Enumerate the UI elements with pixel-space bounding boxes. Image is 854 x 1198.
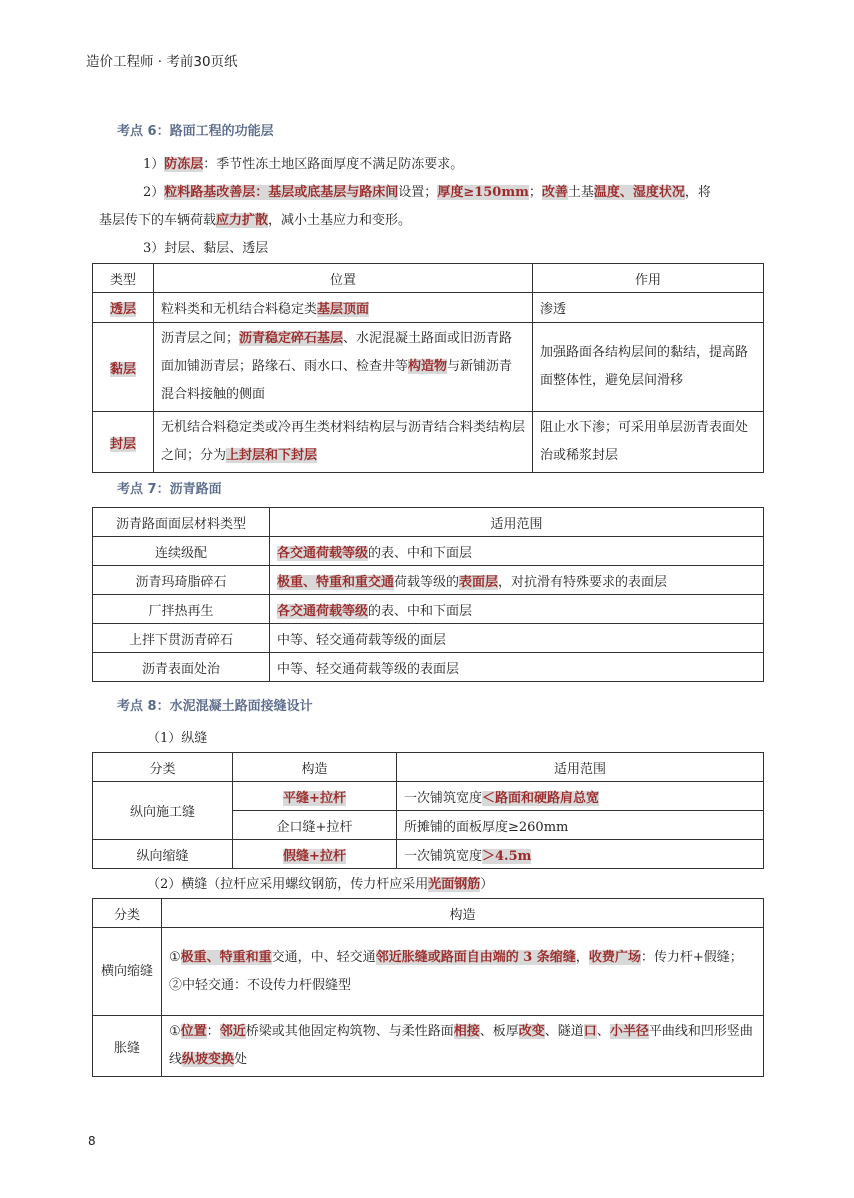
section-6-title: 考点 6：路面工程的功能层 [117,124,274,139]
text: 的表、中和下面层 [368,603,473,619]
category-cell: 纵向缩缝 [93,840,233,869]
highlight: 邻近胀缝或路面自由端的 3 条缩缝 [375,949,576,965]
text: 粒料类和无机结合料稳定类 [161,302,318,317]
col-header: 作用 [533,264,764,293]
text: ：传力杆+假缝； [640,949,743,965]
type-cell: 沥青表面处治 [93,653,270,682]
item-1-text: ：季节性冻土地区路面厚度不满足防冻要求。 [203,157,464,172]
col-header: 适用范围 [397,753,764,782]
highlight: 表面层 [459,574,499,590]
table-row [93,624,764,653]
text: ，将 [684,185,711,200]
text: ① [169,1024,181,1039]
item-2-prefix: 2） [143,185,165,200]
highlight: 粒料路基改善层：基层或底基层与路床间 [164,185,399,200]
highlight: 小半径 [609,1024,649,1039]
text: 平曲线和凹形竖曲线 [169,1024,753,1067]
highlight: 位置 [180,1024,207,1039]
construction-cell [162,1016,764,1077]
scope-cell [397,782,764,811]
highlight: ＞4.5m [482,848,532,864]
col-header: 适用范围 [270,508,764,537]
construction-cell [162,928,764,1016]
longitudinal-joint-table [92,752,764,869]
highlight: 各交通荷载等级 [277,603,369,619]
highlight: 黏层 [109,361,136,377]
subsection-transverse [147,871,493,899]
type-cell [93,323,154,412]
section-6-item-1 [143,151,463,179]
text: ，对抗滑有特殊要求的表面层 [498,574,668,590]
text: 设置； [398,185,438,200]
text: 桥梁或其他固定构筑物、与柔性路面 [245,1024,454,1039]
text: 的表、中和下面层 [368,545,473,561]
scope-cell: 所摊铺的面板厚度≥260mm [397,811,764,840]
table-row [93,595,764,624]
type-cell [93,293,154,323]
item-1-prefix: 1） [143,157,165,172]
scope-cell [397,840,764,869]
highlight: 防冻层 [164,157,204,172]
col-header: 分类 [93,899,162,928]
highlight: 上封层和下封层 [226,448,318,463]
type-cell [93,412,154,473]
text: ① [169,949,181,965]
category-cell: 横向缩缝 [93,928,162,1016]
text: 无机结合料稳定类或冷再生类材料结构层与沥青结合料类结构层之间；分为 [161,420,526,463]
highlight: 应力扩散 [216,213,269,228]
highlight: 基层顶面 [317,302,370,317]
highlight: 封层 [109,436,136,452]
text: 、板厚 [479,1024,519,1039]
highlight: 口 [583,1024,597,1039]
text: 交通，中、轻交通 [271,949,376,965]
text: 、隧道 [544,1024,584,1039]
col-header: 沥青路面面层材料类型 [93,508,270,537]
highlight: 各交通荷载等级 [277,545,369,561]
scope-cell [270,537,764,566]
type-cell: 厂拌热再生 [93,595,270,624]
text: （2）横缝（拉杆应采用螺纹钢筋，传力杆应采用 [147,877,429,892]
construction-cell: 企口缝+拉杆 [233,811,397,840]
position-cell [154,323,533,412]
highlight: 假缝+拉杆 [283,848,346,864]
type-cell: 连续级配 [93,537,270,566]
highlight: 收费广场 [588,949,641,965]
highlight: 透层 [109,302,136,317]
highlight: ＜路面和硬路肩总宽 [482,790,600,806]
text: 荷载等级的 [394,574,460,590]
text: ，减小土基应力和变形。 [268,213,412,228]
text: 处 [234,1052,248,1067]
highlight: 构造物 [408,359,448,374]
construction-cell [233,782,397,811]
text: ： [206,1024,220,1039]
section-6-item-3: 3）封层、黏层、透层 [143,241,269,256]
construction-cell [233,840,397,869]
text: ， [575,949,589,965]
section-6-item-2-line-1 [143,179,711,207]
highlight: 温度、湿度状况 [593,185,685,200]
subsection-longitudinal: （1）纵缝 [147,731,208,746]
page-number: 8 [88,1134,96,1148]
highlight: 沥青稳定碎石基层 [239,331,344,346]
highlight: 光面钢筋 [428,877,481,892]
highlight: 极重、特重和重 [180,949,272,965]
highlight: 邻近 [219,1024,246,1039]
effect-cell: 阻止水下渗；可采用单层沥青表面处治或稀浆封层 [533,412,764,473]
seal-layer-table [92,263,764,473]
line [169,944,756,972]
table-row [93,566,764,595]
section-8-title: 考点 8：水泥混凝土路面接缝设计 [117,699,313,714]
text: 、 [596,1024,610,1039]
col-header: 构造 [162,899,764,928]
highlight: 改变 [518,1024,545,1039]
text: 沥青层之间； [161,331,240,346]
text: 一次铺筑宽度 [404,790,483,806]
highlight: 纵坡变换 [182,1052,235,1067]
col-header: 位置 [154,264,533,293]
highlight: 厚度≥150mm [437,185,529,200]
table-row [93,653,764,682]
table-row [93,537,764,566]
effect-cell: 渗透 [533,293,764,323]
type-cell: 沥青玛琦脂碎石 [93,566,270,595]
text: 基层传下的车辆荷载 [99,213,217,228]
category-cell: 纵向施工缝 [93,782,233,840]
scope-cell [270,566,764,595]
transverse-joint-table [92,898,764,1077]
scope-cell: 中等、轻交通荷载等级的表面层 [270,653,764,682]
line: ②中轻交通：不设传力杆假缝型 [169,977,352,993]
position-cell [154,412,533,473]
text: 一次铺筑宽度 [404,848,483,864]
text: 与新铺沥青混合料接触的侧面 [161,359,513,402]
text: ； [528,185,542,200]
category-cell: 胀缝 [93,1016,162,1077]
type-cell: 上拌下贯沥青碎石 [93,624,270,653]
asphalt-table [92,507,764,682]
text: 土基 [567,185,594,200]
scope-cell [270,595,764,624]
effect-cell: 加强路面各结构层间的黏结，提高路面整体性，避免层间滑移 [533,323,764,412]
highlight: 改善 [541,185,568,200]
section-7-title: 考点 7：沥青路面 [117,482,222,497]
col-header: 分类 [93,753,233,782]
highlight: 极重、特重和重交通 [277,574,395,590]
section-6-item-2-line-2 [99,207,411,235]
text: 、水泥混凝土路面或旧沥青路面加铺沥青层；路缘石、雨水口、检查井等 [161,331,513,374]
highlight: 平缝+拉杆 [283,790,346,806]
scope-cell: 中等、轻交通荷载等级的面层 [270,624,764,653]
col-header: 构造 [233,753,397,782]
highlight: 相接 [453,1024,480,1039]
page-header: 造价工程师 · 考前30页纸 [86,54,238,70]
position-cell [154,293,533,323]
col-header: 类型 [93,264,154,293]
text: ） [480,877,494,892]
